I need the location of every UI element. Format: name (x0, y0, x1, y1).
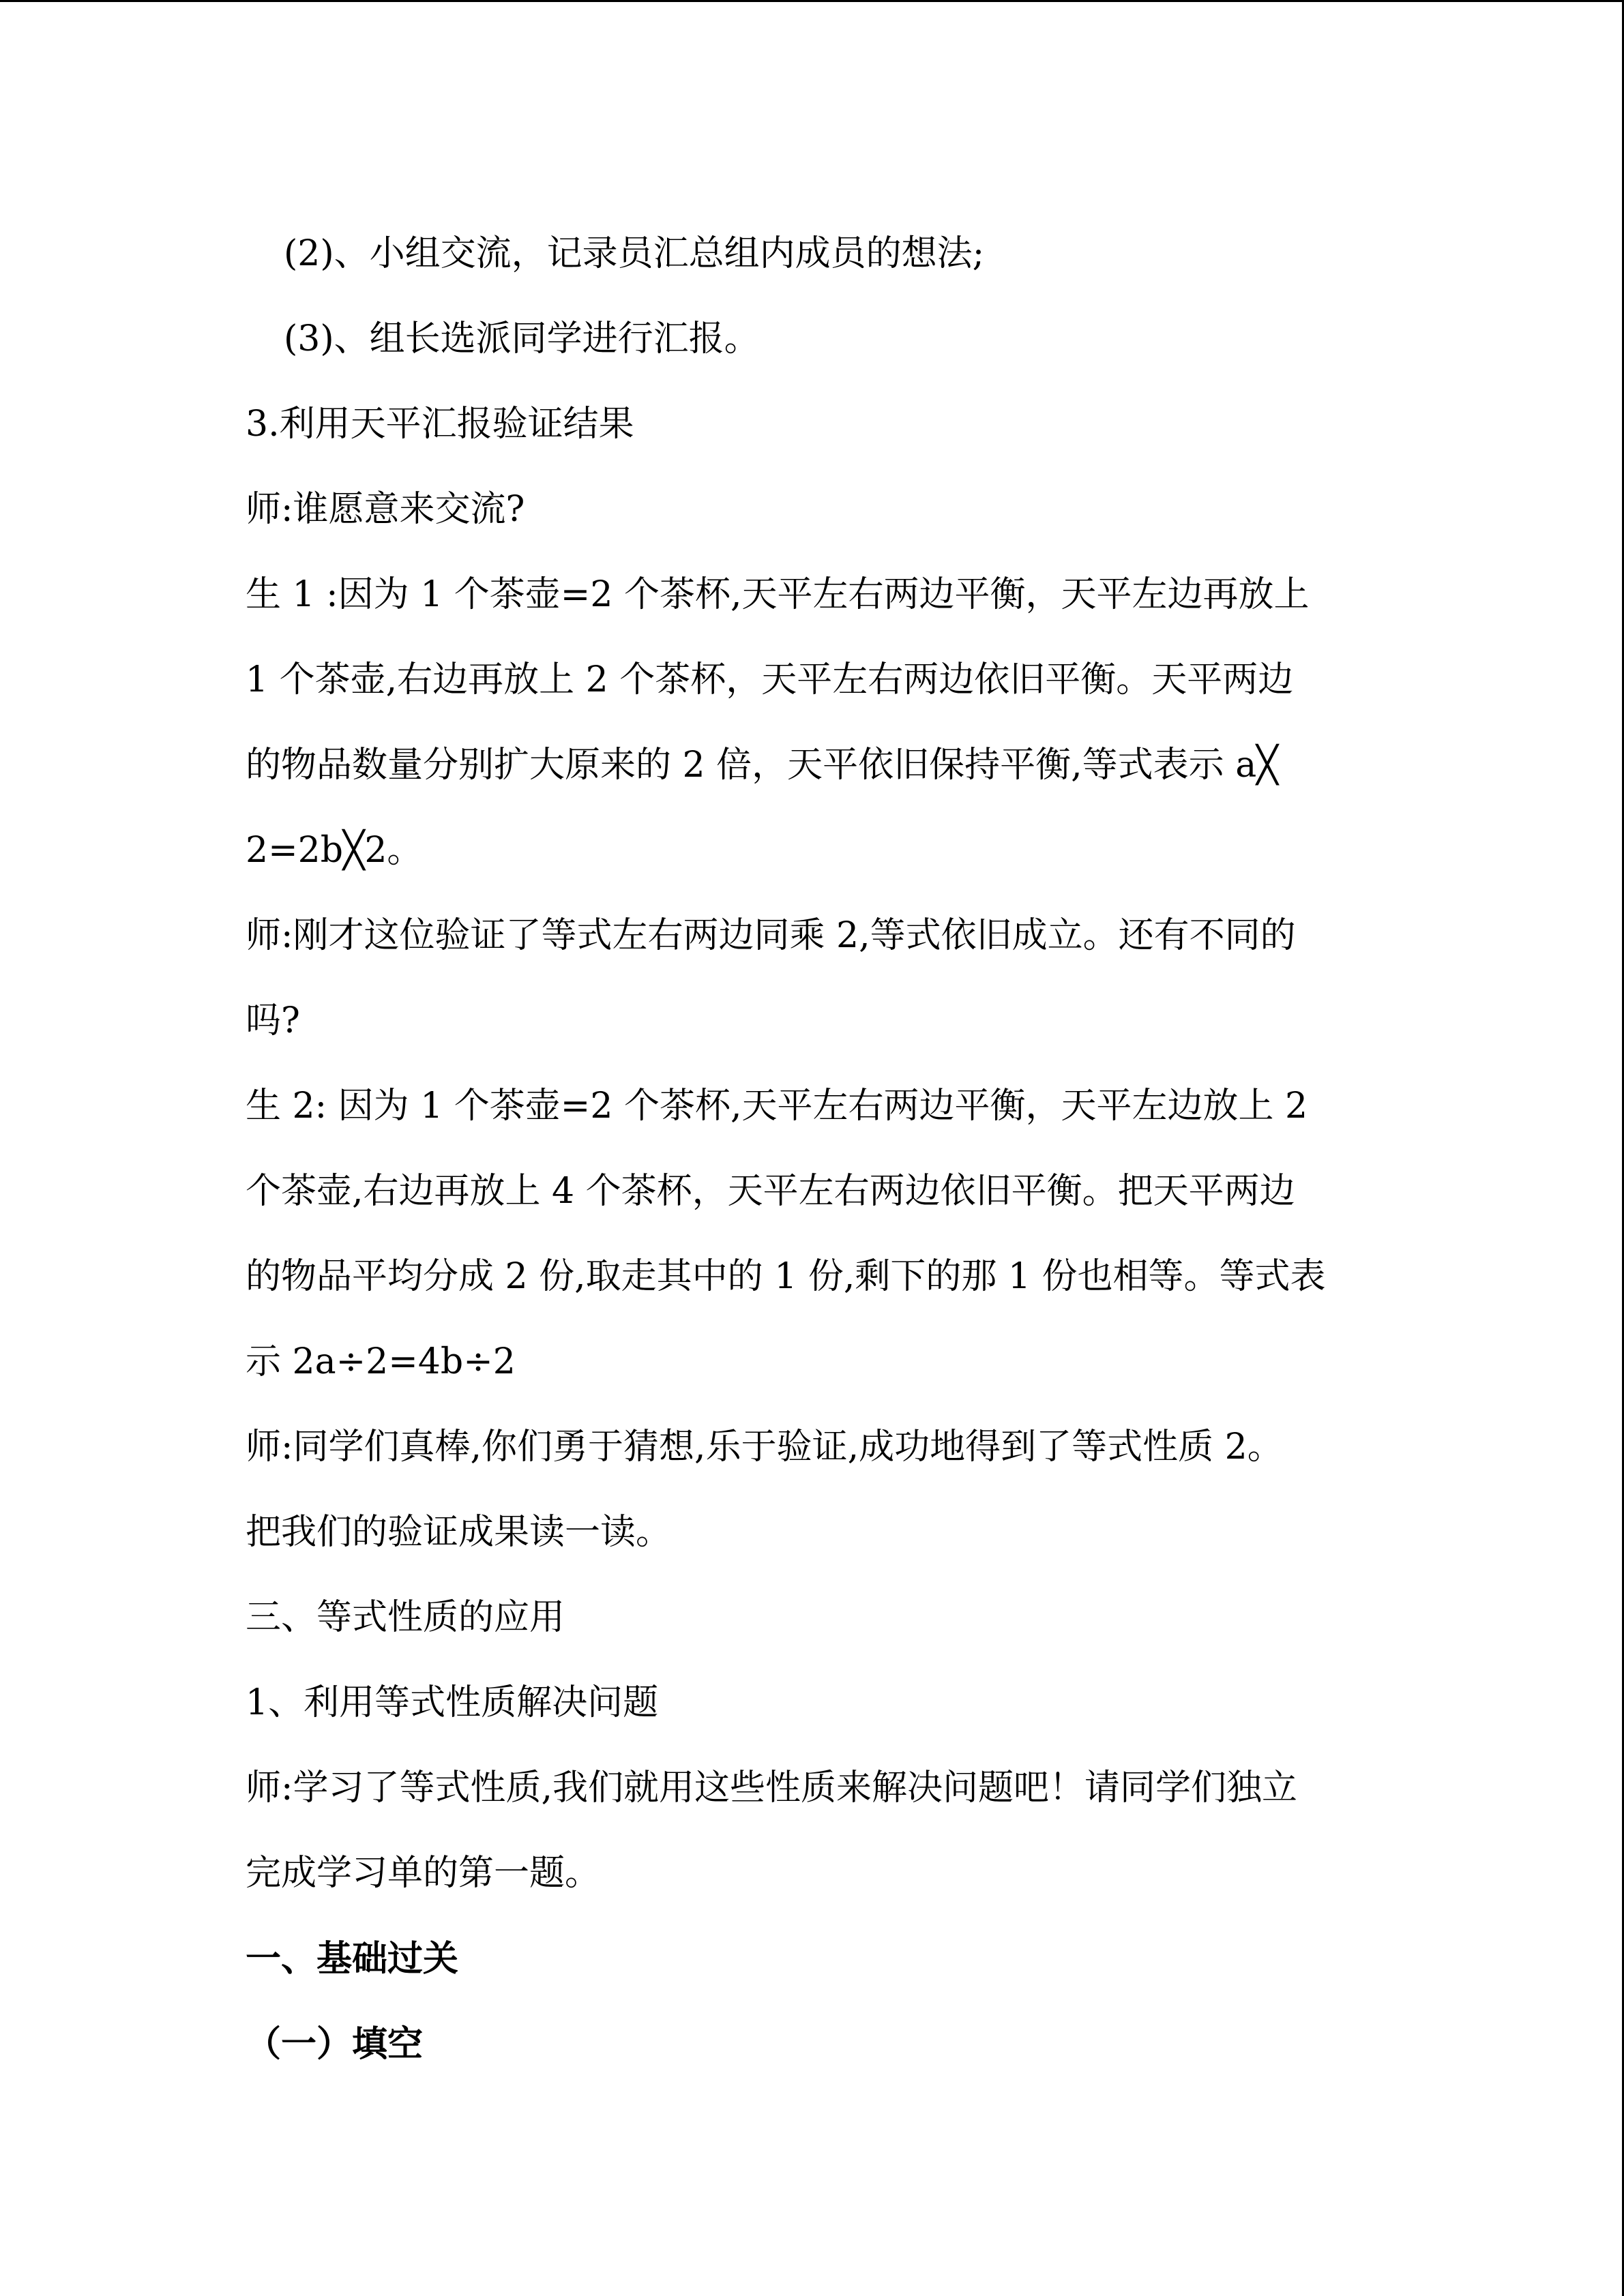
teacher-line-cont: 吗? (246, 1000, 300, 1041)
teacher-line: 师:刚才这位验证了等式左右两边同乘 2,等式依旧成立。还有不同的 (246, 915, 1296, 956)
page-top-border (0, 0, 1624, 2)
document-body (246, 211, 1381, 2087)
teacher-line-cont: 把我们的验证成果读一读。 (246, 1512, 672, 1553)
student-1-line: 生 1 :因为 1 个茶壶=2 个茶杯,天平左右两边平衡，天平左边再放上 (246, 574, 1310, 615)
student-2-line-cont: 个茶壶,右边再放上 4 个茶杯，天平左右两边依旧平衡。把天平两边 (246, 1171, 1295, 1212)
student-1-line-cont: 1 个茶壶,右边再放上 2 个茶杯，天平左右两边依旧平衡。天平两边 (246, 659, 1294, 700)
section-heading-three: 三、等式性质的应用 (246, 1597, 565, 1638)
student-2-equation: 示 2a÷2=4b÷2 (246, 1341, 516, 1382)
step-2-text: (2)、小组交流，记录员汇总组内成员的想法; (284, 233, 985, 274)
teacher-line: 师:学习了等式性质,我们就用这些性质来解决问题吧！请同学们独立 (246, 1768, 1298, 1808)
worksheet-subheading: （一）填空 (246, 2023, 424, 2065)
teacher-line-cont: 完成学习单的第一题。 (246, 1853, 601, 1894)
subsection-heading-1: 1、利用等式性质解决问题 (246, 1682, 659, 1723)
student-1-line-cont: 的物品数量分别扩大原来的 2 倍，天平依旧保持平衡,等式表示 a╳ (246, 745, 1278, 786)
teacher-line: 师:谁愿意来交流? (246, 489, 525, 530)
step-3-text: (3)、组长选派同学进行汇报。 (284, 318, 760, 359)
student-2-line-cont: 的物品平均分成 2 份,取走其中的 1 份,剩下的那 1 份也相等。等式表 (246, 1256, 1326, 1297)
student-2-line: 生 2: 因为 1 个茶壶=2 个茶杯,天平左右两边平衡，天平左边放上 2 (246, 1086, 1308, 1127)
student-1-equation: 2=2b╳2。 (246, 830, 423, 871)
worksheet-heading: 一、基础过关 (246, 1938, 459, 1980)
teacher-line: 师:同学们真棒,你们勇于猜想,乐于验证,成功地得到了等式性质 2。 (246, 1427, 1283, 1467)
section-heading-3: 3.利用天平汇报验证结果 (246, 404, 634, 445)
